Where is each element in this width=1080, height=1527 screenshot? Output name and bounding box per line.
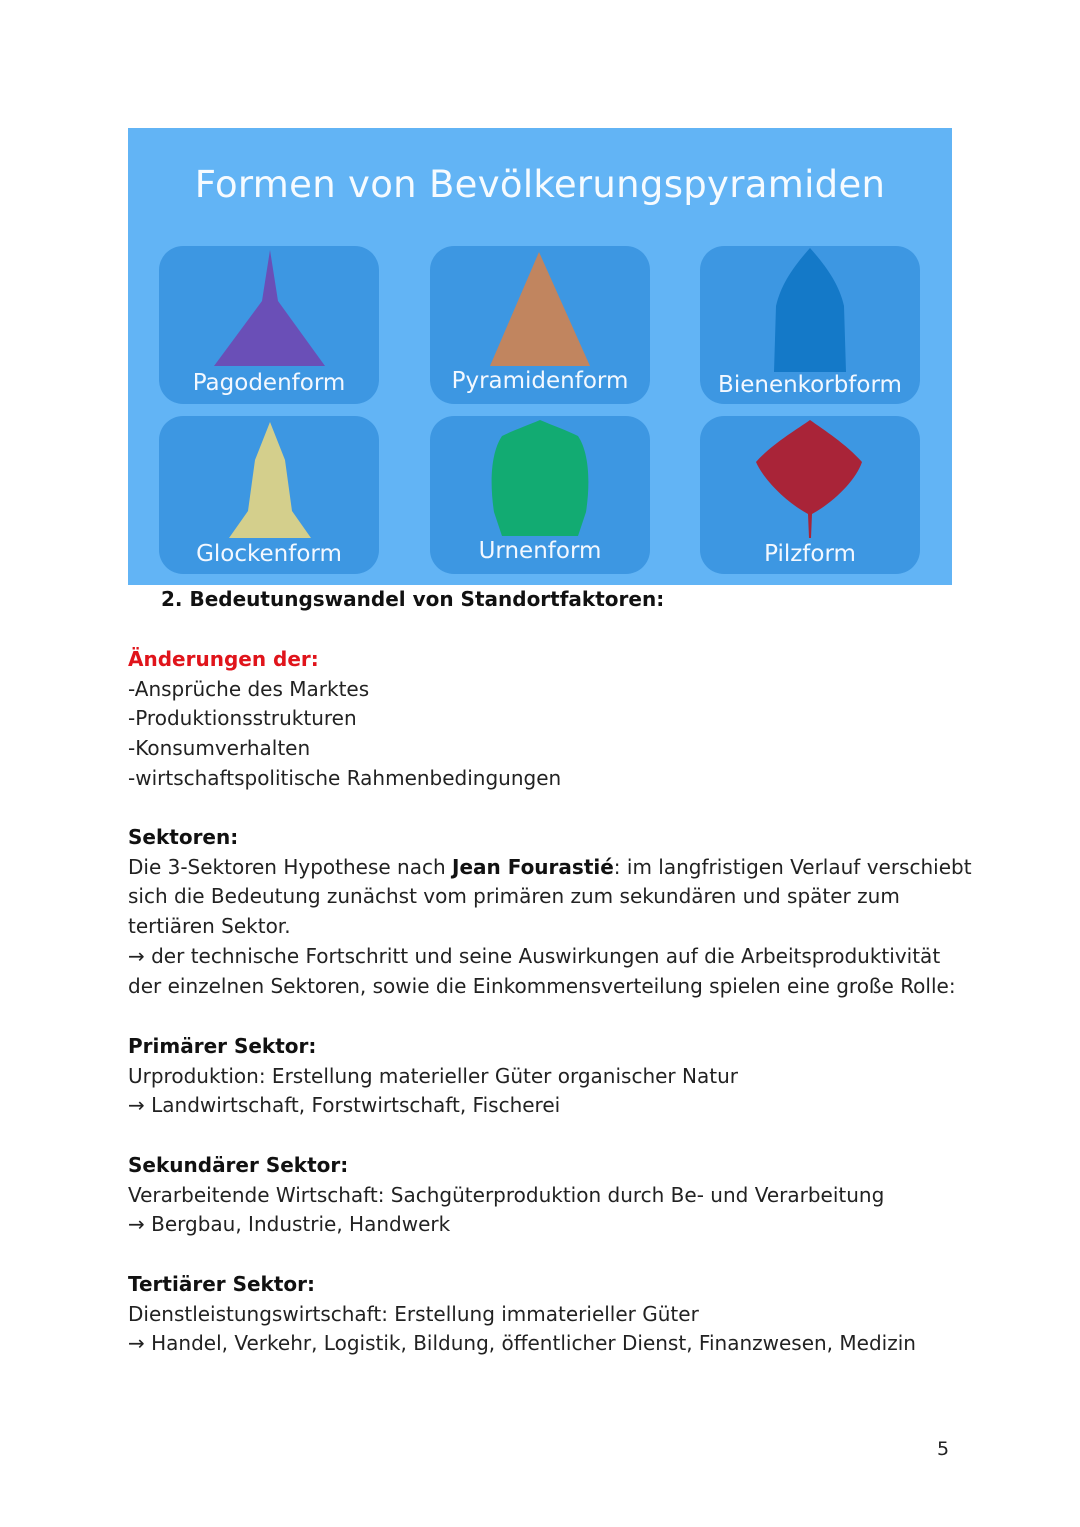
- shape-card-pilzform: [700, 416, 920, 574]
- changes-heading: Änderungen der:: [128, 647, 319, 671]
- shape-label-glockenform: Glockenform: [196, 541, 342, 567]
- shape-card-pagodenform: [159, 246, 379, 404]
- shape-card-pyramidenform: [430, 246, 650, 404]
- sectors-intro-line: → der technische Fortschritt und seine Auswirkungen auf die Arbeitsproduktivität: [128, 943, 941, 968]
- primary-sector-block: [128, 1032, 968, 1121]
- secondary-sector-block: [128, 1151, 968, 1240]
- shape-label-pyramidenform: Pyramidenform: [451, 368, 629, 394]
- shape-card-bienenkorbform: [700, 246, 920, 404]
- shape-card-urnenform: [430, 416, 650, 574]
- sectors-intro-line: [128, 853, 972, 883]
- sectors-intro-line: der einzelnen Sektoren, sowie die Einkommensverteilung spielen eine große Rolle:: [128, 973, 956, 998]
- sectors-intro-line: sich die Bedeutung zunächst vom primären zum sekundären und später zum: [128, 884, 900, 909]
- shape-label-urnenform: Urnenform: [478, 538, 602, 564]
- tertiary-sector-heading: Tertiärer Sektor:: [128, 1272, 316, 1296]
- sectors-intro-text: : im langfristigen Verlauf verschiebt: [613, 854, 972, 879]
- secondary-sector-heading: Sekundärer Sektor:: [128, 1153, 349, 1177]
- tertiary-sector-line: → Handel, Verkehr, Logistik, Bildung, öffentlicher Dienst, Finanzwesen, Medizin: [128, 1331, 916, 1356]
- sectors-block: [128, 823, 972, 1001]
- secondary-sector-line: → Bergbau, Industrie, Handwerk: [128, 1212, 451, 1237]
- shape-label-pagodenform: Pagodenform: [192, 370, 346, 396]
- page-number: 5: [937, 1438, 950, 1460]
- changes-item: -Konsumverhalten: [128, 736, 311, 761]
- author-name: Jean Fourastié: [452, 854, 614, 879]
- shape-label-bienenkorbform: Bienenkorbform: [718, 372, 902, 398]
- changes-block: [128, 645, 968, 794]
- tertiary-sector-line: Dienstleistungswirtschaft: Erstellung immaterieller Güter: [128, 1301, 699, 1326]
- sectors-intro-text: Die 3-Sektoren Hypothese nach: [128, 854, 453, 879]
- primary-sector-heading: Primärer Sektor:: [128, 1034, 317, 1058]
- changes-item: -Produktionsstrukturen: [128, 706, 357, 731]
- section-heading: 2. Bedeutungswandel von Standortfaktoren:: [161, 587, 665, 611]
- changes-item: -Ansprüche des Marktes: [128, 676, 370, 701]
- sectors-heading: Sektoren:: [128, 825, 239, 849]
- changes-item: -wirtschaftspolitische Rahmenbedingungen: [128, 765, 562, 790]
- tertiary-sector-block: [128, 1270, 968, 1359]
- primary-sector-line: → Landwirtschaft, Forstwirtschaft, Fischerei: [128, 1093, 561, 1118]
- primary-sector-line: Urproduktion: Erstellung materieller Güter organischer Natur: [128, 1063, 738, 1088]
- shape-card-glockenform: [159, 416, 379, 574]
- figure-title: Formen von Bevölkerungspyramiden: [194, 163, 886, 206]
- shape-label-pilzform: Pilzform: [764, 541, 856, 567]
- secondary-sector-line: Verarbeitende Wirtschaft: Sachgüterproduktion durch Be- und Verarbeitung: [128, 1182, 885, 1207]
- sectors-intro-line: tertiären Sektor.: [128, 914, 291, 939]
